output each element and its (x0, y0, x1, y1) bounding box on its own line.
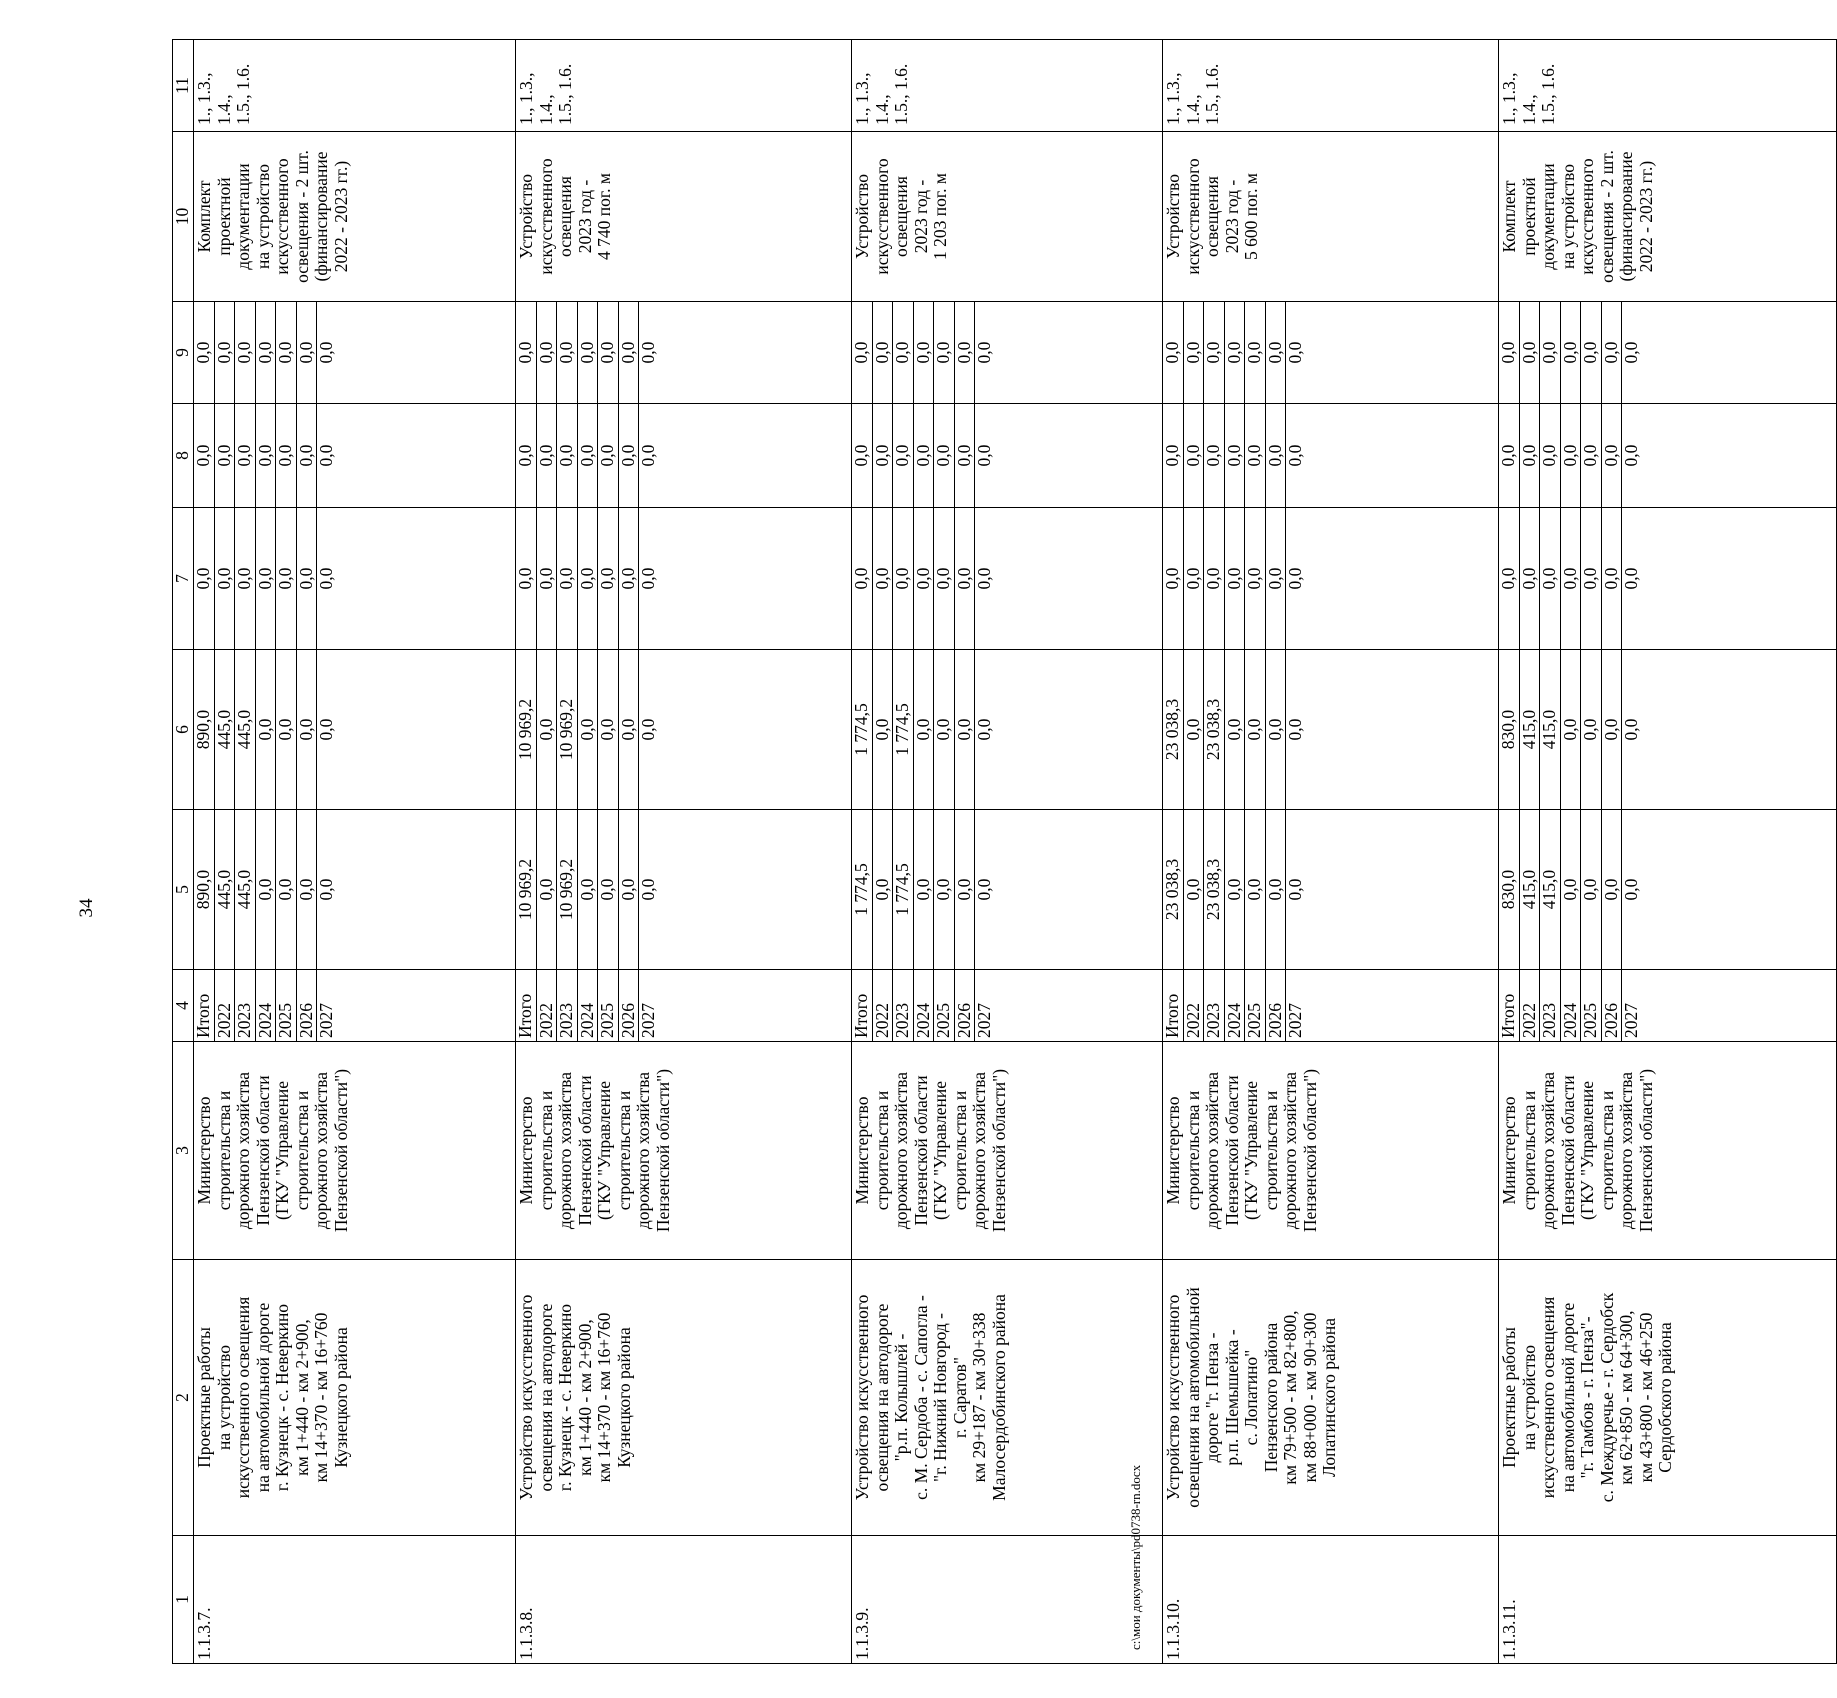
cell-value: 0,0 (872, 650, 893, 809)
executor: Министерство строительства и дорожного хозяйства Пензенской области (ГКУ "Управление строительства и дорожного хозяйства Пензенской области") (852, 1042, 1163, 1260)
cell-value: 0,0 (872, 404, 893, 507)
cell-value: 0,0 (1560, 508, 1581, 649)
cell-value: 0,0 (1499, 508, 1519, 649)
total-funding (1499, 810, 1837, 970)
local-budget (852, 404, 1163, 508)
cell-value: 0,0 (1183, 404, 1204, 507)
cell-value: 10 969,2 (557, 810, 578, 969)
regional-budget (852, 650, 1163, 810)
table-row (1499, 40, 1837, 1664)
executor: Министерство строительства и дорожного хозяйства Пензенской области (ГКУ "Управление строительства и дорожного хозяйства Пензенской области") (194, 1042, 516, 1260)
cell-value: 0,0 (974, 718, 994, 741)
cell-value: 0,0 (1245, 650, 1266, 809)
years-list (1163, 970, 1499, 1042)
cell-value: 0,0 (1224, 404, 1245, 507)
cell-value: 2024 (1224, 970, 1245, 1041)
cell-value: 2026 (1265, 970, 1286, 1041)
program-table (172, 39, 1837, 1664)
footer-file-path: c:\мои документы\pd0738-rn.docx (1128, 1464, 1143, 1650)
cell-value: 415,0 (1519, 650, 1540, 809)
event-name: Устройство искусственного освещения на автомобильной дороге "г. Пенза - р.п. Шемышейка - с. Лопатино" Пензенского района км 79+500 - км 82+800, км 88+000 - км 90+300 Лопатинского района (1163, 1260, 1499, 1536)
cell-value: 415,0 (1540, 650, 1561, 809)
cell-value: 0,0 (255, 810, 276, 969)
col-header: 10 (173, 132, 194, 302)
event-name: Проектные работы на устройство искусственного освещения на автомобильной дороге "г. Тамбов - г. Пенза"- с. Междуречье - г. Сердобск км 62+850 - км 64+300, км 43+800 - км 46+250 Сердобского района (1499, 1260, 1837, 1536)
cell-value: 0,0 (1601, 508, 1622, 649)
cell-value: 0,0 (1204, 508, 1225, 649)
cell-value: 0,0 (1499, 302, 1519, 403)
cell-value: 0,0 (934, 302, 955, 403)
cell-value: 2027 (638, 1003, 658, 1038)
col-header: 3 (173, 1042, 194, 1260)
cell-value: 0,0 (1540, 404, 1561, 507)
cell-value: 0,0 (1245, 404, 1266, 507)
cell-value: 0,0 (255, 302, 276, 403)
cell-value: 0,0 (974, 878, 994, 901)
cell-value: 0,0 (1224, 302, 1245, 403)
cell-value: 0,0 (516, 508, 536, 649)
local-budget (1163, 404, 1499, 508)
cell-value: 2026 (1601, 970, 1622, 1041)
cell-value: 0,0 (255, 650, 276, 809)
cell-value: 0,0 (276, 302, 297, 403)
regional-budget (194, 650, 516, 810)
cell-value: 0,0 (1224, 508, 1245, 649)
cell-value: 0,0 (1499, 404, 1519, 507)
cell-value: 2024 (1560, 970, 1581, 1041)
cell-value: 10 969,2 (516, 650, 536, 809)
cell-value: 2026 (618, 970, 639, 1041)
cell-value: 0,0 (1560, 404, 1581, 507)
cell-value: 0,0 (618, 302, 639, 403)
cell-value: 445,0 (235, 810, 256, 969)
cell-value: 445,0 (235, 650, 256, 809)
cell-value: 0,0 (316, 444, 336, 467)
cell-value: 0,0 (1581, 508, 1602, 649)
cell-value: 0,0 (255, 508, 276, 649)
cell-value: 0,0 (276, 404, 297, 507)
cell-value: 415,0 (1540, 810, 1561, 969)
cell-value: 0,0 (913, 650, 934, 809)
cell-value: 0,0 (598, 508, 619, 649)
cell-value: 2026 (296, 970, 317, 1041)
cell-value: 0,0 (1265, 650, 1286, 809)
cell-value: 0,0 (1581, 650, 1602, 809)
cell-value: 0,0 (1560, 650, 1581, 809)
col-header: 6 (173, 650, 194, 810)
cell-value: 0,0 (536, 650, 557, 809)
cell-value: 0,0 (913, 508, 934, 649)
cell-value: 0,0 (598, 404, 619, 507)
cell-value: 0,0 (852, 302, 872, 403)
cell-value: 2023 (1540, 970, 1561, 1041)
cell-value: 0,0 (872, 508, 893, 649)
cell-value: 415,0 (1519, 810, 1540, 969)
cell-value: 23 038,3 (1204, 810, 1225, 969)
cell-value: 0,0 (852, 508, 872, 649)
total-funding (516, 810, 852, 970)
cell-value: 0,0 (194, 404, 214, 507)
cell-value: 830,0 (1499, 650, 1519, 809)
cell-value: 0,0 (577, 404, 598, 507)
col-header: 9 (173, 302, 194, 404)
col-header: 8 (173, 404, 194, 508)
cell-value: 0,0 (316, 567, 336, 590)
cell-value: 0,0 (214, 508, 235, 649)
regional-budget (1163, 650, 1499, 810)
expected-result: Устройство искусственного освещения 2023 год - 1 203 пог. м (852, 132, 1163, 302)
cell-value: 2024 (913, 970, 934, 1041)
federal-budget (1499, 508, 1837, 650)
cell-value: 0,0 (1285, 878, 1305, 901)
total-funding (194, 810, 516, 970)
cell-value: 830,0 (1499, 810, 1519, 969)
cell-value: 0,0 (276, 508, 297, 649)
cell-value: 0,0 (557, 302, 578, 403)
federal-budget (852, 508, 1163, 650)
cell-value: 0,0 (1163, 508, 1183, 649)
cell-value: 0,0 (1183, 810, 1204, 969)
table-row (194, 40, 516, 1664)
cell-value: 0,0 (1265, 302, 1286, 403)
cell-value: 0,0 (872, 302, 893, 403)
cell-value: 0,0 (1560, 302, 1581, 403)
cell-value: 0,0 (1581, 810, 1602, 969)
cell-value: 2023 (235, 970, 256, 1041)
cell-value: 0,0 (235, 404, 256, 507)
cell-value: 10 969,2 (557, 650, 578, 809)
cell-value: 0,0 (1560, 810, 1581, 969)
cell-value: 0,0 (1540, 508, 1561, 649)
indicators: 1., 1.3., 1.4., 1.5., 1.6. (852, 40, 1163, 132)
executor: Министерство строительства и дорожного хозяйства Пензенской области (ГКУ "Управление строительства и дорожного хозяйства Пензенской области") (1499, 1042, 1837, 1260)
col-header: 5 (173, 810, 194, 970)
local-budget (194, 404, 516, 508)
cell-value: 0,0 (598, 302, 619, 403)
cell-value: 1 774,5 (852, 650, 872, 809)
col-header: 2 (173, 1260, 194, 1536)
cell-value: 0,0 (872, 810, 893, 969)
cell-value: 0,0 (194, 508, 214, 649)
regional-budget (516, 650, 852, 810)
cell-value: 0,0 (1204, 404, 1225, 507)
cell-value: 0,0 (1621, 341, 1641, 364)
executor: Министерство строительства и дорожного хозяйства Пензенской области (ГКУ "Управление строительства и дорожного хозяйства Пензенской области") (1163, 1042, 1499, 1260)
cell-value: 0,0 (598, 810, 619, 969)
cell-value: 2022 (536, 970, 557, 1041)
local-budget (1499, 404, 1837, 508)
cell-value: 2023 (1204, 970, 1225, 1041)
row-number: 1.1.3.10. (1163, 1536, 1499, 1664)
cell-value: 0,0 (1519, 508, 1540, 649)
cell-value: 0,0 (913, 404, 934, 507)
cell-value: 0,0 (577, 508, 598, 649)
cell-value: 0,0 (1285, 567, 1305, 590)
indicators: 1., 1.3., 1.4., 1.5., 1.6. (1163, 40, 1499, 132)
cell-value: 0,0 (276, 810, 297, 969)
cell-value: 0,0 (235, 508, 256, 649)
cell-value: 0,0 (1245, 508, 1266, 649)
years-list (852, 970, 1163, 1042)
cell-value: 0,0 (1601, 404, 1622, 507)
cell-value: 0,0 (1519, 302, 1540, 403)
years-list (516, 970, 852, 1042)
col-header: 7 (173, 508, 194, 650)
cell-value: 0,0 (557, 508, 578, 649)
cell-value: 0,0 (1285, 718, 1305, 741)
indicators: 1., 1.3., 1.4., 1.5., 1.6. (194, 40, 516, 132)
cell-value: 2025 (1245, 970, 1266, 1041)
cell-value: 0,0 (1224, 650, 1245, 809)
cell-value: 0,0 (214, 302, 235, 403)
cell-value: 2022 (872, 970, 893, 1041)
event-name: Устройство искусственного освещения на автодороге "р.п. Колышлей - с. М. Сердоба - с. Сапогла - "г. Нижний Новгород - г. Саратов" км 29+187 - км 30+338 Малосердобинского района (852, 1260, 1163, 1536)
cell-value: 0,0 (954, 302, 975, 403)
other-sources (852, 302, 1163, 404)
cell-value: 0,0 (954, 508, 975, 649)
cell-value: 0,0 (1581, 302, 1602, 403)
cell-value: 2022 (1519, 970, 1540, 1041)
cell-value: 0,0 (296, 302, 317, 403)
cell-value: 0,0 (893, 404, 914, 507)
cell-value: 0,0 (296, 650, 317, 809)
cell-value: 2025 (598, 970, 619, 1041)
cell-value: 1 774,5 (852, 810, 872, 969)
cell-value: Итого (516, 970, 536, 1041)
cell-value: 0,0 (618, 508, 639, 649)
total-funding (1163, 810, 1499, 970)
expected-result: Комплект проектной документации на устройство искусственного освещения - 2 шт. (финансирование 2022 - 2023 гг.) (194, 132, 516, 302)
event-name: Проектные работы на устройство искусственного освещения на автомобильной дороге г. Кузнецк - с. Неверкино км 1+440 - км 2+900, км 14+370 - км 16+760 Кузнецкого района (194, 1260, 516, 1536)
cell-value: 0,0 (974, 567, 994, 590)
cell-value: 0,0 (1601, 810, 1622, 969)
cell-value: 0,0 (1601, 302, 1622, 403)
years-list (1499, 970, 1837, 1042)
cell-value: 0,0 (618, 810, 639, 969)
cell-value: 0,0 (618, 404, 639, 507)
row-number: 1.1.3.11. (1499, 1536, 1837, 1664)
cell-value: 0,0 (1204, 302, 1225, 403)
table-row (1163, 40, 1499, 1664)
cell-value: 0,0 (1621, 567, 1641, 590)
cell-value: 0,0 (577, 810, 598, 969)
cell-value: 890,0 (194, 810, 214, 969)
cell-value: 0,0 (618, 650, 639, 809)
cell-value: 0,0 (1265, 404, 1286, 507)
cell-value: 1 774,5 (893, 650, 914, 809)
cell-value: 0,0 (214, 404, 235, 507)
cell-value: 0,0 (194, 302, 214, 403)
table-row (516, 40, 852, 1664)
cell-value: 0,0 (638, 878, 658, 901)
federal-budget (194, 508, 516, 650)
cell-value: 0,0 (536, 810, 557, 969)
cell-value: 23 038,3 (1204, 650, 1225, 809)
cell-value: 0,0 (1540, 302, 1561, 403)
cell-value: 890,0 (194, 650, 214, 809)
cell-value: Итого (1163, 970, 1183, 1041)
federal-budget (516, 508, 852, 650)
other-sources (1499, 302, 1837, 404)
cell-value: 0,0 (557, 404, 578, 507)
cell-value: 0,0 (1285, 341, 1305, 364)
cell-value: 2022 (214, 970, 235, 1041)
cell-value: 0,0 (913, 302, 934, 403)
cell-value: 0,0 (1265, 508, 1286, 649)
row-number: 1.1.3.8. (516, 1536, 852, 1664)
cell-value: 2024 (577, 970, 598, 1041)
cell-value: 0,0 (1519, 404, 1540, 507)
col-header: 1 (173, 1536, 194, 1664)
cell-value: 2025 (1581, 970, 1602, 1041)
cell-value: 0,0 (1183, 508, 1204, 649)
cell-value: 445,0 (214, 650, 235, 809)
table-row (852, 40, 1163, 1664)
cell-value: 0,0 (235, 302, 256, 403)
local-budget (516, 404, 852, 508)
page-number: 34 (76, 898, 97, 918)
cell-value: 0,0 (577, 650, 598, 809)
other-sources (194, 302, 516, 404)
expected-result: Комплект проектной документации на устройство искусственного освещения - 2 шт. (финансирование 2022 - 2023 гг.) (1499, 132, 1837, 302)
cell-value: 2022 (1183, 970, 1204, 1041)
cell-value: Итого (1499, 970, 1519, 1041)
cell-value: 0,0 (1285, 444, 1305, 467)
cell-value: 0,0 (934, 810, 955, 969)
cell-value: 0,0 (1621, 718, 1641, 741)
cell-value: 0,0 (638, 718, 658, 741)
event-name: Устройство искусственного освещения на автодороге г. Кузнецк - с. Неверкино км 1+440 - км 2+900, км 14+370 - км 16+760 Кузнецкого района (516, 1260, 852, 1536)
cell-value: 0,0 (934, 508, 955, 649)
cell-value: Итого (852, 970, 872, 1041)
cell-value: 445,0 (214, 810, 235, 969)
cell-value: 0,0 (638, 341, 658, 364)
row-number: 1.1.3.9. (852, 1536, 1163, 1664)
cell-value: 0,0 (316, 878, 336, 901)
cell-value: 0,0 (1621, 878, 1641, 901)
cell-value: 0,0 (1581, 404, 1602, 507)
cell-value: 0,0 (974, 341, 994, 364)
cell-value: 2024 (255, 970, 276, 1041)
cell-value: 0,0 (1621, 444, 1641, 467)
cell-value: 0,0 (893, 302, 914, 403)
cell-value: 2025 (934, 970, 955, 1041)
row-number: 1.1.3.7. (194, 1536, 516, 1664)
col-header: 11 (173, 40, 194, 132)
cell-value: 2027 (1621, 1003, 1641, 1038)
cell-value: 23 038,3 (1163, 650, 1183, 809)
cell-value: 0,0 (316, 718, 336, 741)
cell-value: 0,0 (598, 650, 619, 809)
cell-value: 0,0 (913, 810, 934, 969)
cell-value: 0,0 (1183, 302, 1204, 403)
cell-value: 0,0 (316, 341, 336, 364)
cell-value: 2027 (1285, 1003, 1305, 1038)
expected-result: Устройство искусственного освещения 2023 год - 5 600 пог. м (1163, 132, 1499, 302)
cell-value: 0,0 (536, 508, 557, 649)
header-row (173, 40, 194, 1664)
cell-value: 0,0 (954, 810, 975, 969)
cell-value: 0,0 (638, 567, 658, 590)
other-sources (1163, 302, 1499, 404)
col-header: 4 (173, 970, 194, 1042)
cell-value: 0,0 (1163, 302, 1183, 403)
cell-value: 10 969,2 (516, 810, 536, 969)
cell-value: 0,0 (893, 508, 914, 649)
cell-value: 2025 (276, 970, 297, 1041)
cell-value: 2027 (974, 1003, 994, 1038)
cell-value: 0,0 (536, 302, 557, 403)
cell-value: 0,0 (1245, 810, 1266, 969)
cell-value: 2023 (557, 970, 578, 1041)
executor: Министерство строительства и дорожного хозяйства Пензенской области (ГКУ "Управление строительства и дорожного хозяйства Пензенской области") (516, 1042, 852, 1260)
cell-value: 0,0 (954, 404, 975, 507)
cell-value: 0,0 (1183, 650, 1204, 809)
cell-value: 0,0 (296, 810, 317, 969)
regional-budget (1499, 650, 1837, 810)
cell-value: 0,0 (1265, 810, 1286, 969)
cell-value: 0,0 (296, 508, 317, 649)
cell-value: 1 774,5 (893, 810, 914, 969)
cell-value: 0,0 (1224, 810, 1245, 969)
cell-value: 2027 (316, 1003, 336, 1038)
cell-value: 0,0 (276, 650, 297, 809)
cell-value: 0,0 (516, 404, 536, 507)
indicators: 1., 1.3., 1.4., 1.5., 1.6. (1499, 40, 1837, 132)
cell-value: 0,0 (577, 302, 598, 403)
cell-value: 0,0 (934, 404, 955, 507)
cell-value: 2023 (893, 970, 914, 1041)
indicators: 1., 1.3., 1.4., 1.5., 1.6. (516, 40, 852, 132)
other-sources (516, 302, 852, 404)
cell-value: 0,0 (638, 444, 658, 467)
cell-value: 0,0 (852, 404, 872, 507)
cell-value: 2026 (954, 970, 975, 1041)
cell-value: 23 038,3 (1163, 810, 1183, 969)
cell-value: 0,0 (954, 650, 975, 809)
federal-budget (1163, 508, 1499, 650)
cell-value: 0,0 (934, 650, 955, 809)
cell-value: 0,0 (516, 302, 536, 403)
cell-value: 0,0 (1601, 650, 1622, 809)
cell-value: Итого (194, 970, 214, 1041)
cell-value: 0,0 (255, 404, 276, 507)
cell-value: 0,0 (1245, 302, 1266, 403)
years-list (194, 970, 516, 1042)
cell-value: 0,0 (1163, 404, 1183, 507)
cell-value: 0,0 (296, 404, 317, 507)
cell-value: 0,0 (536, 404, 557, 507)
total-funding (852, 810, 1163, 970)
cell-value: 0,0 (974, 444, 994, 467)
expected-result: Устройство искусственного освещения 2023 год - 4 740 пог. м (516, 132, 852, 302)
